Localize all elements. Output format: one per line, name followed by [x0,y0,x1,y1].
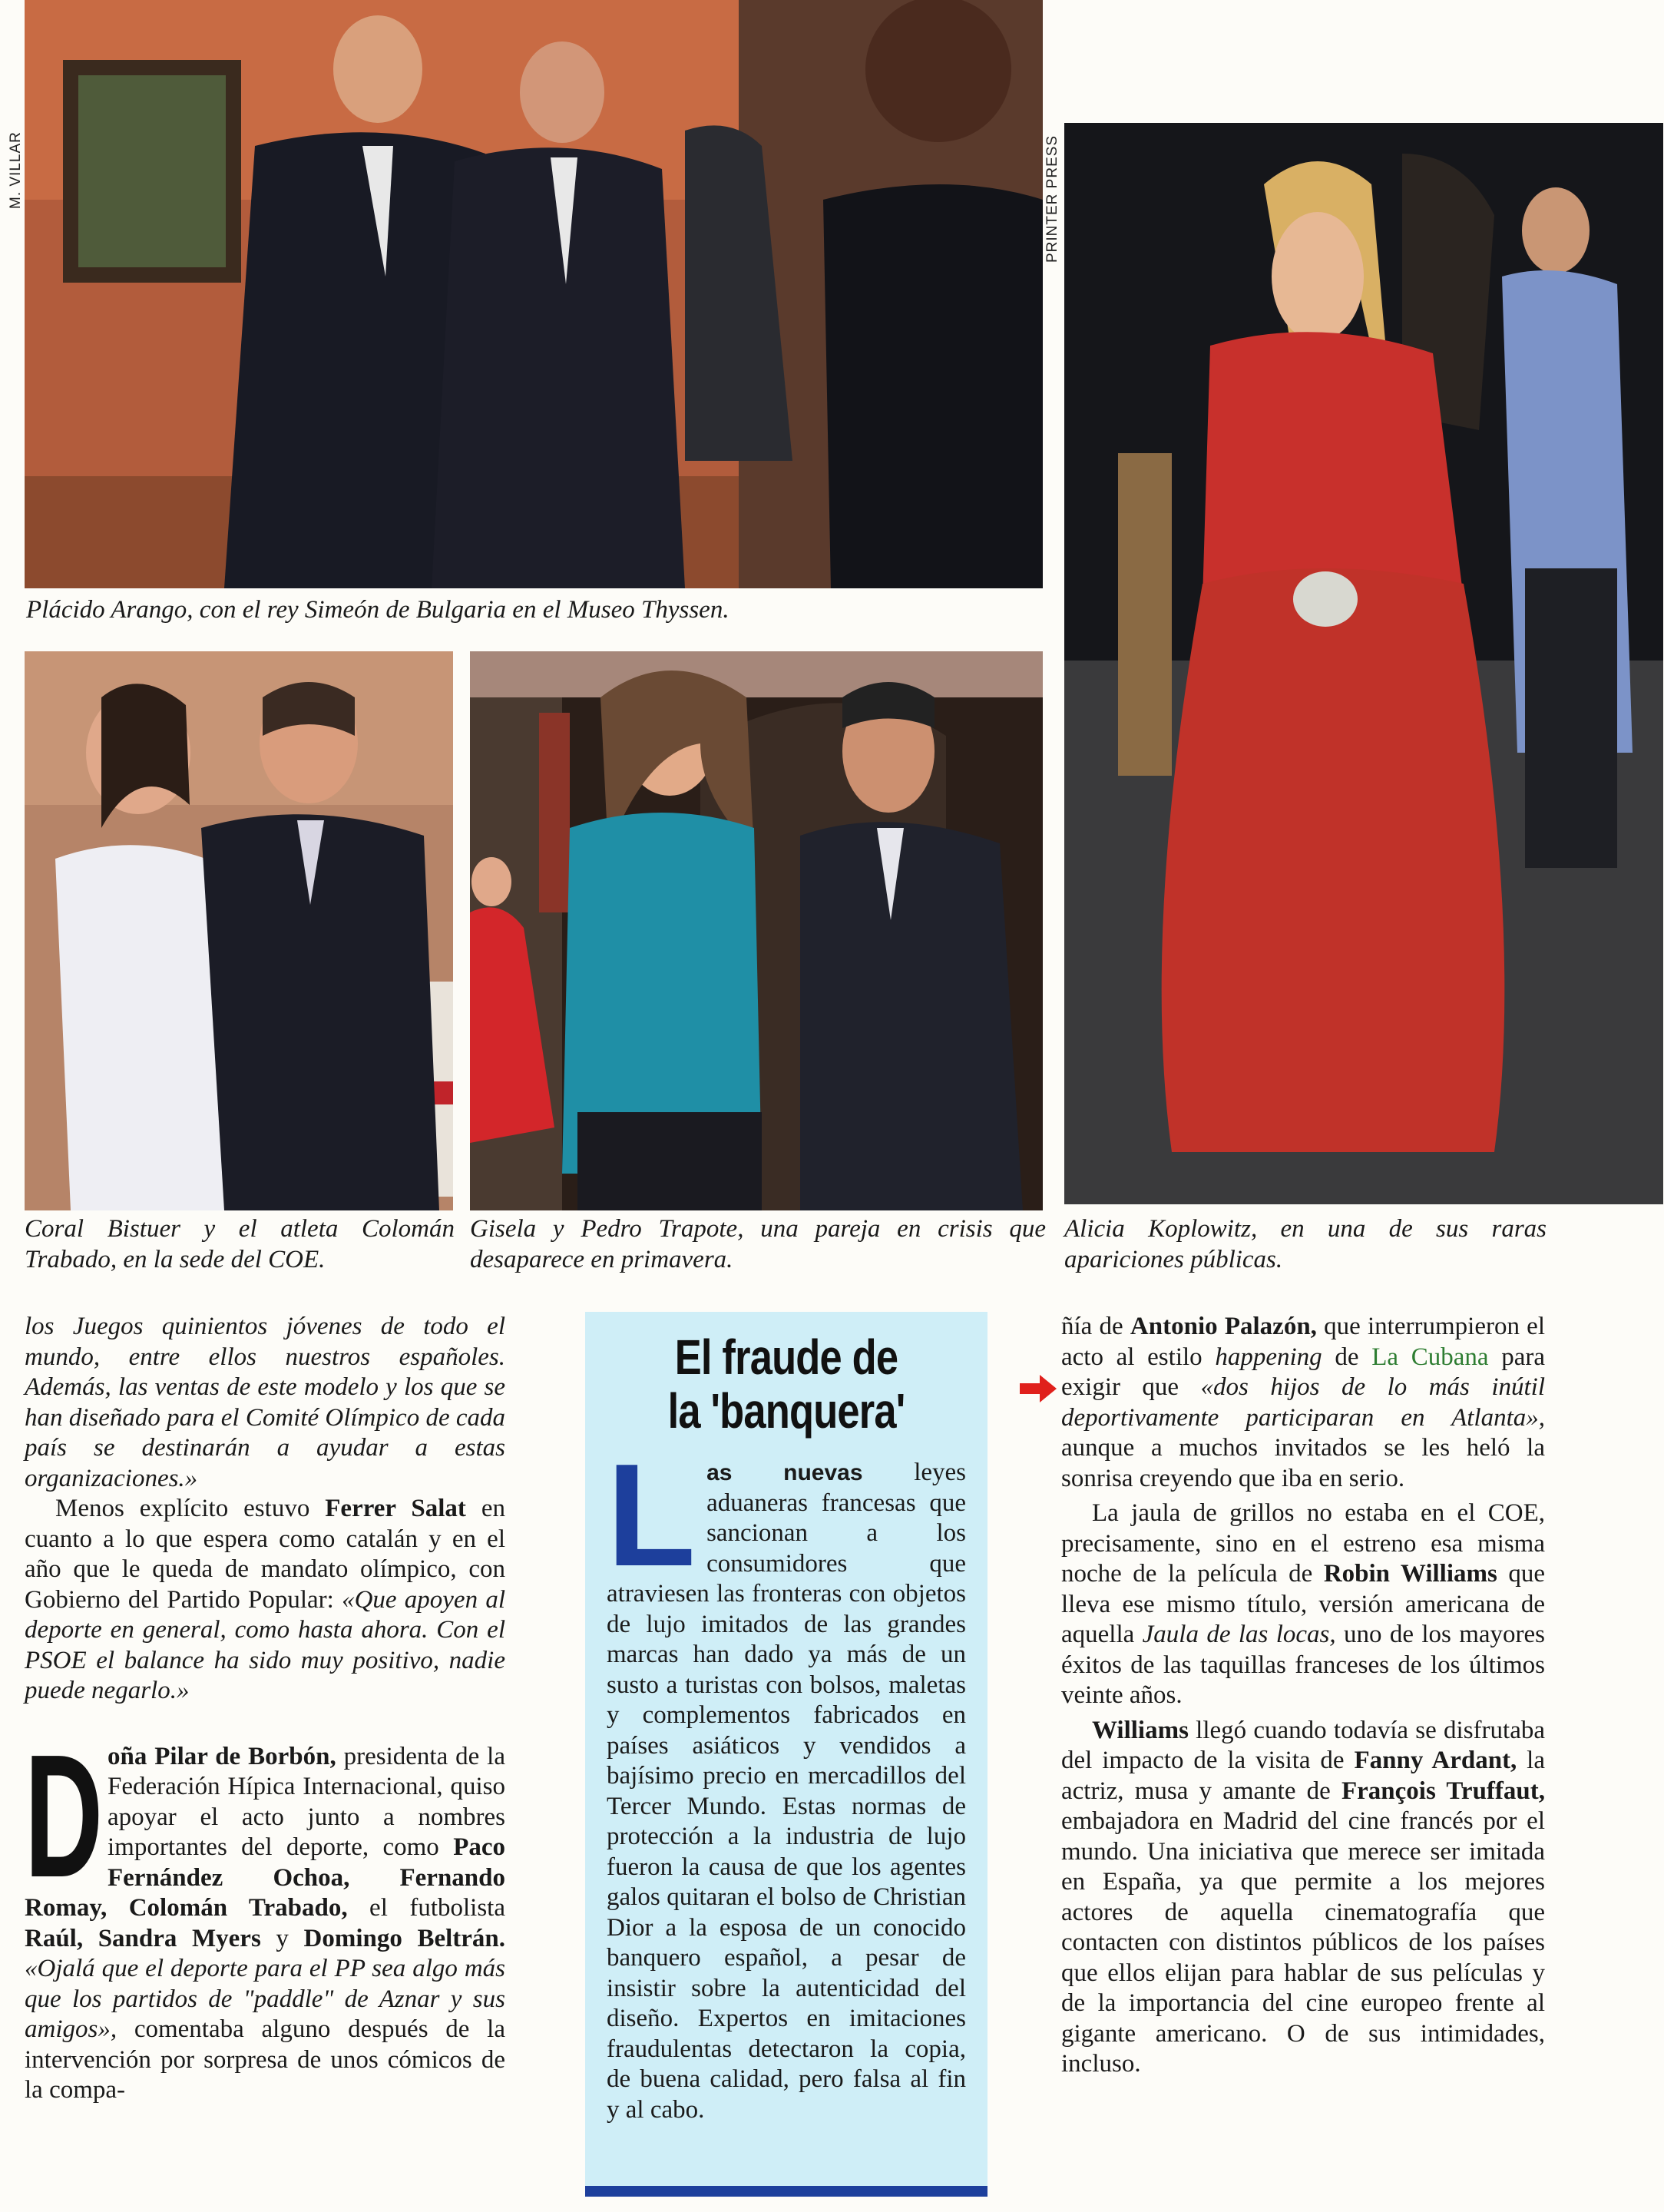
text-span: ñía de [1061,1313,1130,1340]
text-span: en cuanto a lo que espera como catalán y en el año que le queda de mandato olímpico, con Gobierno del Partido Popular: [25,1495,506,1614]
quote-paragraph: los Juegos quinientos jóvenes de todo el mundo, entre ellos nuestros españoles. Además, las ventas de este modelo y los que se han diseñado para el Comité Olímpico de cada país se destinarán a ayudar a estas organizaciones.» [25,1313,506,1492]
jaula-paragraph [1061,1498,1545,1711]
palazon-paragraph [1061,1312,1545,1494]
text-span: comentaba alguno después de la intervención por sorpresa de unos cómicos de la compa- [25,2015,505,2104]
term-happening: happening [1215,1343,1322,1371]
sidebar-title [639,1330,934,1438]
photo-koplowitz [1064,123,1663,1204]
column-left [25,1312,505,2106]
ferrer-salat-paragraph [25,1494,505,1707]
photo-thyssen [25,0,1043,588]
caption-right: Alicia Koplowitz, en una de sus raras apariciones públicas. [1064,1215,1547,1273]
sidebar-body [607,1434,966,2125]
dropcap-l: L [607,1434,696,1597]
title-jaula: Jaula de las locas, [1142,1621,1336,1648]
williams-paragraph [1061,1716,1545,2080]
text-span: de [1322,1343,1372,1371]
red-arrow-icon [1020,1375,1057,1402]
name-pilar-borbon: oña Pilar de Borbón, [108,1742,336,1770]
pilar-borbon-paragraph [25,1718,506,2106]
quote-span: «dos hijos de lo más inútil deportivamente participaran en Atlanta», [1061,1373,1545,1432]
name-williams: Williams [1092,1716,1189,1744]
photo-credit-right: PRINTER PRESS [1044,134,1060,263]
sidebar-title-line1: El fraude de [674,1330,898,1385]
caption-bottom-left: Coral Bistuer y el atleta Colomán Trabado, en la sede del COE. [25,1215,455,1273]
names-raul-myers: Raúl, Sandra Myers [25,1924,261,1952]
photo-coe [25,651,453,1210]
text-span: la actriz, musa y amante de [1061,1747,1546,1805]
sidebar-box [585,1312,987,2197]
text-span: que lleva ese mismo título, versión americana de aquella [1061,1560,1545,1648]
photo-credit-left: M. VILLAR [8,131,24,209]
name-ferrer-salat: Ferrer Salat [325,1495,466,1522]
name-la-cubana: La Cubana [1371,1343,1489,1371]
name-domingo-beltran: Domingo Beltrán. [303,1924,506,1952]
name-antonio-palazon: Antonio Palazón, [1130,1313,1317,1340]
sidebar-bottom-bar [585,2186,987,2197]
sidebar-text: leyes aduaneras francesas que sancionan a los consumidores que atraviesen las fronteras con objetos de lujo imitados de las grandes marcas han dado ya más de un susto a turistas con bolsos, maletas y complementos fabricados en países asiáticos y vendidos a bajísimo precio en mercadillos del Tercer Mundo. Estas normas de protección a la industria de lujo fueron la causa de que los agentes galos quitaran el bolso de Christian Dior a la esposa de un conocido banquero español, a pesar de insistir sobre la autenticidad del diseño. Expertos en imitaciones fraudulentas detectaron la copia, de buena calidad, pero falsa al fin y al cabo. [607,1459,966,2124]
text-span: embajadora en Madrid del cine francés por el mundo. Una iniciativa que merece ser imitada en España, ya que permite a los mejores actores de aquella cinematografía que contacten con distintos públicos de los países que ellos elijan para hablar de sus películas y de la importancia del cine europeo frente al gigante americano. O de sus intimidades, incluso. [1061,1807,1545,2078]
name-truffaut: François Truffaut, [1341,1777,1545,1805]
sidebar-lead: as nuevas [706,1460,863,1485]
text-span: presidenta de la Federación Hípica Internacional, quiso apoyar el acto junto a nombres importantes del deporte, como [108,1742,505,1861]
text-span: aunque a muchos invitados se les heló la sonrisa creyendo que iba en serio. [1061,1434,1545,1492]
text-span: Menos explícito estuvo [55,1495,326,1522]
text-span: el futbolista [347,1894,505,1922]
text-span: y [260,1924,304,1952]
text-span: para exigir que [1061,1343,1545,1401]
caption-top: Plácido Arango, con el rey Simeón de Bulgaria en el Museo Thyssen. [26,596,729,624]
name-robin-williams: Robin Williams [1323,1560,1497,1588]
text-span: La jaula de grillos no estaba en el COE, precisamente, sino en el estreno esa misma noche de la película de [1061,1499,1545,1588]
sidebar-title-line2: la 'banquera' [667,1383,905,1439]
quote-span: «Que apoyen al deporte en general, como hasta ahora. Con el PSOE el balance ha sido muy positivo, nadie puede negarlo.» [25,1585,505,1704]
name-fanny-ardant: Fanny Ardant, [1354,1747,1517,1774]
text-span: uno de los mayores éxitos de las taquillas franceses de los últimos veinte años. [1061,1621,1545,1709]
caption-bottom-middle: Gisela y Pedro Trapote, una pareja en crisis que desaparece en primavera. [470,1215,1046,1273]
names-athletes: Paco Fernández Ochoa, Fernando Romay, Colomán Trabado, [25,1833,505,1922]
dropcap-d: D [25,1718,104,1914]
photo-trapote [470,651,1043,1210]
text-span: que interrumpieron el acto al estilo [1061,1313,1545,1371]
quote-span: «Ojalá que el deporte para el PP sea algo más que los partidos de "paddle" de Aznar y sus amigos», [25,1955,505,2043]
text-span: llegó cuando todavía se disfrutaba del impacto de la visita de [1061,1716,1545,1774]
column-right [1061,1312,1545,2080]
